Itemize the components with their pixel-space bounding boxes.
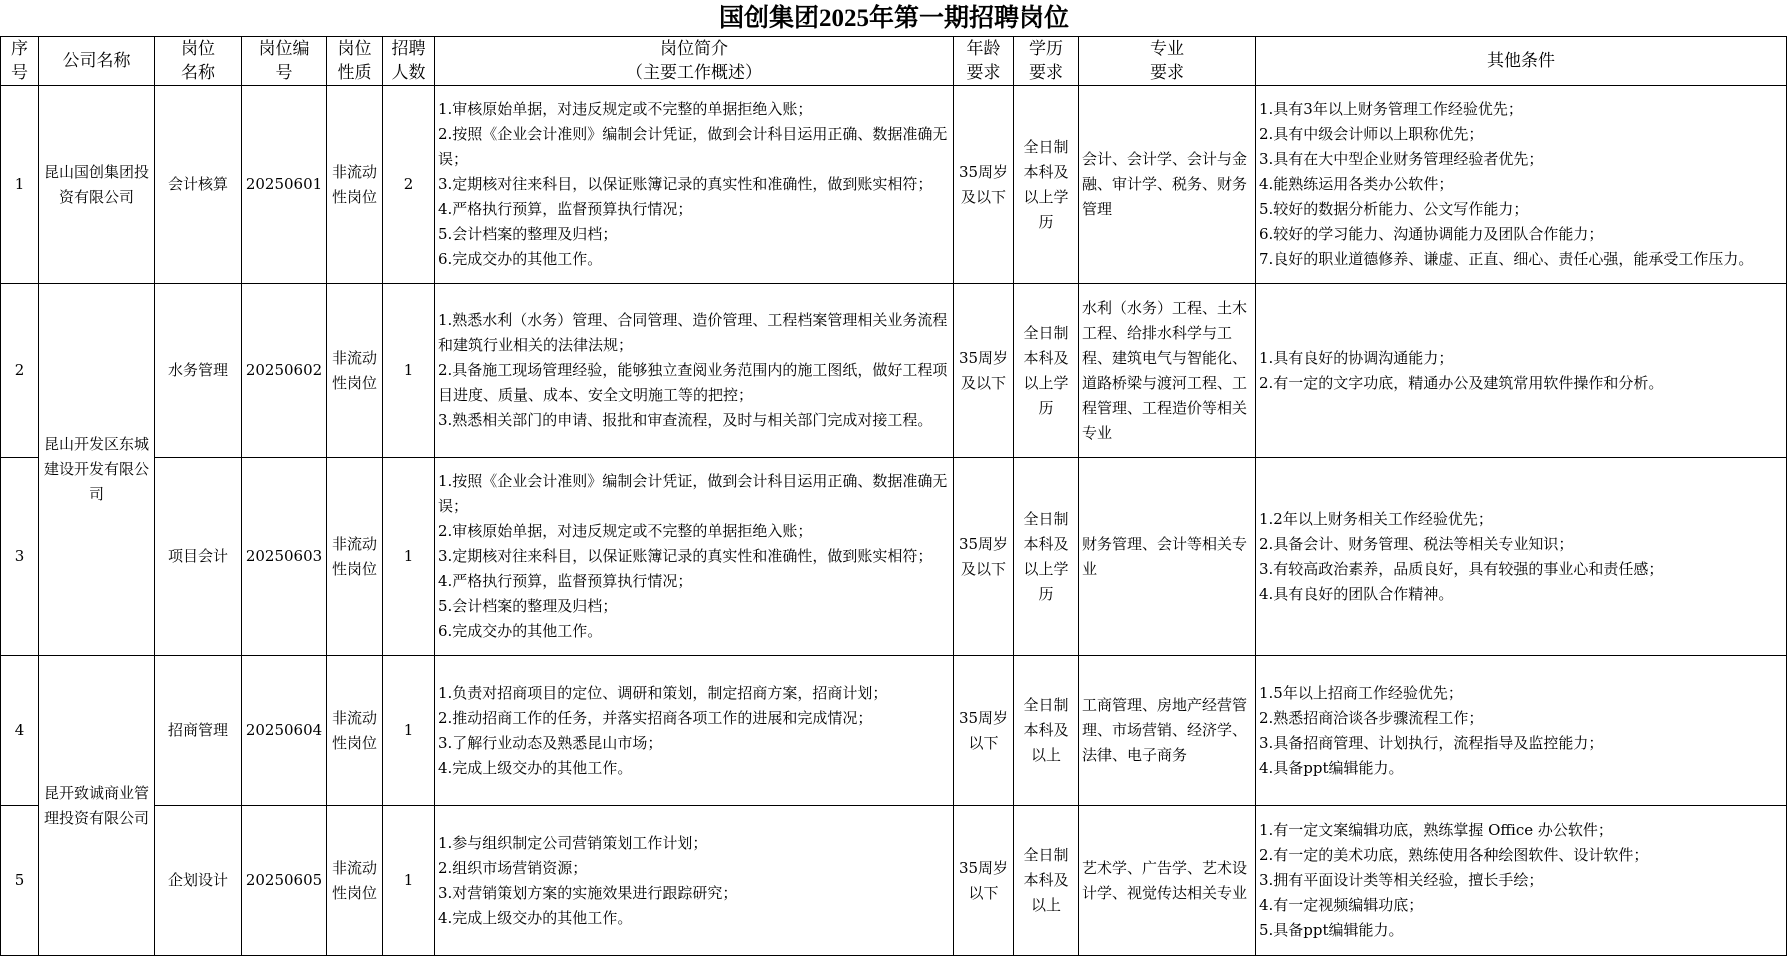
row-seq: 3 (1, 458, 39, 656)
header-seq: 序号 (1, 37, 39, 86)
condition-item: 3.具有在大中型企业财务管理经验者优先； (1259, 150, 1544, 168)
duty-item: 1.参与组织制定公司营销策划工作计划； (438, 833, 708, 852)
header-major-line2: 要求 (1150, 63, 1184, 83)
condition-item: 1.有一定文案编辑功底，熟练掌握 Office 办公软件； (1259, 821, 1613, 839)
duties-list (435, 284, 954, 458)
header-count (383, 37, 435, 86)
condition-item: 1.具有良好的协调沟通能力； (1259, 348, 1454, 367)
header-major (1079, 37, 1256, 86)
company-name: 昆山国创集团投资有限公司 (39, 86, 155, 284)
condition-item: 3.具备招商管理、计划执行，流程指导及监控能力； (1259, 733, 1604, 752)
position-nature: 非流动性岗位 (327, 656, 383, 806)
major-requirement: 财务管理、会计等相关专业 (1079, 458, 1256, 656)
other-conditions (1256, 284, 1787, 458)
position-code: 20250602 (242, 284, 327, 458)
header-nature-line1: 岗位 (337, 39, 372, 59)
header-nature-line2: 性质 (337, 63, 372, 83)
hire-count: 1 (383, 458, 435, 656)
position-name: 企划设计 (155, 806, 242, 956)
condition-item: 7.良好的职业道德修养、谦虚、正直、细心、责任心强，能承受工作压力。 (1259, 250, 1754, 268)
header-edu-line2: 要求 (1029, 63, 1063, 83)
duty-item: 4.严格执行预算，监督预算执行情况； (438, 200, 693, 218)
duty-item: 2.推动招商工作的任务，并落实招商各项工作的进展和完成情况； (438, 708, 873, 727)
hire-count: 1 (383, 284, 435, 458)
age-requirement: 35周岁及以下 (954, 284, 1014, 458)
condition-item: 3.拥有平面设计类等相关经验，擅长手绘； (1259, 871, 1544, 889)
position-nature: 非流动性岗位 (327, 458, 383, 656)
condition-item: 2.具有中级会计师以上职称优先； (1259, 125, 1484, 143)
condition-item: 2.有一定的文字功底，精通办公及建筑常用软件操作和分析。 (1259, 373, 1664, 392)
position-code: 20250603 (242, 458, 327, 656)
position-name: 项目会计 (155, 458, 242, 656)
other-conditions (1256, 656, 1787, 806)
duty-item: 3.定期核对往来科目，以保证账簿记录的真实性和准确性，做到账实相符； (438, 547, 933, 565)
position-nature: 非流动性岗位 (327, 86, 383, 284)
header-nature (327, 37, 383, 86)
other-conditions (1256, 806, 1787, 956)
duty-item: 1.按照《企业会计准则》编制会计凭证，做到会计科目运用正确、数据准确无误； (438, 472, 948, 515)
header-position-line2: 名称 (181, 63, 215, 83)
header-other: 其他条件 (1256, 37, 1787, 86)
condition-item: 2.有一定的美术功底，熟练使用各种绘图软件、设计软件； (1259, 846, 1649, 864)
table-row (1, 86, 1787, 284)
duty-item: 1.审核原始单据，对违反规定或不完整的单据拒绝入账； (438, 100, 813, 118)
condition-item: 2.具备会计、财务管理、税法等相关专业知识； (1259, 534, 1574, 553)
education-requirement: 全日制本科及以上 (1014, 656, 1079, 806)
condition-item: 1.5年以上招商工作经验优先； (1259, 683, 1463, 702)
table-row (1, 458, 1787, 656)
row-seq: 1 (1, 86, 39, 284)
header-age-line1: 年龄 (966, 39, 1001, 59)
duty-item: 2.按照《企业会计准则》编制会计凭证，做到会计科目运用正确、数据准确无误； (438, 125, 948, 168)
duty-item: 4.完成上级交办的其他工作。 (438, 758, 633, 777)
duty-item: 2.审核原始单据，对违反规定或不完整的单据拒绝入账； (438, 522, 813, 540)
position-nature: 非流动性岗位 (327, 806, 383, 956)
age-requirement: 35周岁以下 (954, 806, 1014, 956)
position-name: 会计核算 (155, 86, 242, 284)
header-code-line1: 岗位编 (258, 39, 310, 59)
condition-item: 6.较好的学习能力、沟通协调能力及团队合作能力； (1259, 225, 1604, 243)
duty-item: 6.完成交办的其他工作。 (438, 250, 603, 268)
table-row (1, 806, 1787, 956)
education-requirement: 全日制本科及以上学历 (1014, 86, 1079, 284)
table-row (1, 656, 1787, 806)
row-seq: 4 (1, 656, 39, 806)
condition-item: 4.能熟练运用各类办公软件； (1259, 175, 1454, 193)
table-row (1, 284, 1787, 458)
hire-count: 2 (383, 86, 435, 284)
duty-item: 3.定期核对往来科目，以保证账簿记录的真实性和准确性，做到账实相符； (438, 175, 933, 193)
duty-item: 4.严格执行预算，监督预算执行情况； (438, 572, 693, 590)
header-major-line1: 专业 (1150, 39, 1184, 59)
duties-list (435, 458, 954, 656)
header-age-line2: 要求 (966, 63, 1001, 83)
major-requirement: 工商管理、房地产经营管理、市场营销、经济学、法律、电子商务 (1079, 656, 1256, 806)
header-row (1, 37, 1787, 86)
duty-item: 1.负责对招商项目的定位、调研和策划，制定招商方案，招商计划； (438, 683, 888, 702)
condition-item: 4.具有良好的团队合作精神。 (1259, 584, 1454, 603)
other-conditions (1256, 458, 1787, 656)
header-intro-line1: 岗位简介 (660, 39, 728, 59)
duty-item: 3.了解行业动态及熟悉昆山市场； (438, 733, 663, 752)
header-edu-line1: 学历 (1029, 39, 1063, 59)
condition-item: 4.具备ppt编辑能力。 (1259, 758, 1404, 777)
condition-item: 3.有较高政治素养，品质良好，具有较强的事业心和责任感； (1259, 559, 1664, 578)
position-name: 招商管理 (155, 656, 242, 806)
condition-item: 1.2年以上财务相关工作经验优先； (1259, 509, 1493, 528)
duty-item: 1.熟悉水利（水务）管理、合同管理、造价管理、工程档案管理相关业务流程和建筑行业相关的法律法规； (438, 311, 948, 354)
major-requirement: 艺术学、广告学、艺术设计学、视觉传达相关专业 (1079, 806, 1256, 956)
other-conditions (1256, 86, 1787, 284)
condition-item: 2.熟悉招商洽谈各步骤流程工作； (1259, 708, 1484, 727)
header-intro-line2: （主要工作概述） (626, 63, 762, 83)
age-requirement: 35周岁及以下 (954, 458, 1014, 656)
header-edu (1014, 37, 1079, 86)
duties-list (435, 656, 954, 806)
condition-item: 5.较好的数据分析能力、公文写作能力； (1259, 200, 1529, 218)
education-requirement: 全日制本科及以上学历 (1014, 458, 1079, 656)
major-requirement: 会计、会计学、会计与金融、审计学、税务、财务管理 (1079, 86, 1256, 284)
header-age (954, 37, 1014, 86)
header-code-line2: 号 (275, 63, 293, 83)
header-company: 公司名称 (39, 37, 155, 86)
age-requirement: 35周岁以下 (954, 656, 1014, 806)
company-name: 昆开致诚商业管理投资有限公司 (39, 656, 155, 956)
position-code: 20250605 (242, 806, 327, 956)
position-name: 水务管理 (155, 284, 242, 458)
duties-list (435, 806, 954, 956)
education-requirement: 全日制本科及以上 (1014, 806, 1079, 956)
duty-item: 2.具备施工现场管理经验，能够独立查阅业务范围内的施工图纸，做好工程项目进度、质量、成本、安全文明施工等的把控； (438, 361, 948, 404)
header-position (155, 37, 242, 86)
hire-count: 1 (383, 656, 435, 806)
duty-item: 6.完成交办的其他工作。 (438, 622, 603, 640)
duty-item: 3.熟悉相关部门的申请、报批和审查流程，及时与相关部门完成对接工程。 (438, 411, 933, 429)
header-count-line2: 人数 (391, 63, 426, 83)
duty-item: 2.组织市场营销资源； (438, 858, 588, 877)
company-name: 昆山开发区东城建设开发有限公司 (39, 284, 155, 656)
header-position-line1: 岗位 (181, 39, 215, 59)
header-count-line1: 招聘 (391, 39, 426, 59)
duty-item: 4.完成上级交办的其他工作。 (438, 908, 633, 927)
document-title: 国创集团2025年第一期招聘岗位 (718, 5, 1069, 32)
header-code (242, 37, 327, 86)
major-requirement: 水利（水务）工程、土木工程、给排水科学与工程、建筑电气与智能化、道路桥梁与渡河工程、工程管理、工程造价等相关专业 (1079, 284, 1256, 458)
position-code: 20250601 (242, 86, 327, 284)
condition-item: 5.具备ppt编辑能力。 (1259, 921, 1404, 939)
position-code: 20250604 (242, 656, 327, 806)
education-requirement: 全日制本科及以上学历 (1014, 284, 1079, 458)
row-seq: 5 (1, 806, 39, 956)
header-intro (435, 37, 954, 86)
hire-count: 1 (383, 806, 435, 956)
duty-item: 5.会计档案的整理及归档； (438, 597, 618, 615)
duty-item: 5.会计档案的整理及归档； (438, 225, 618, 243)
row-seq: 2 (1, 284, 39, 458)
duties-list (435, 86, 954, 284)
age-requirement: 35周岁及以下 (954, 86, 1014, 284)
recruitment-table (0, 36, 1787, 956)
duty-item: 3.对营销策划方案的实施效果进行跟踪研究； (438, 883, 738, 902)
position-nature: 非流动性岗位 (327, 284, 383, 458)
condition-item: 1.具有3年以上财务管理工作经验优先； (1259, 100, 1523, 118)
condition-item: 4.有一定视频编辑功底； (1259, 896, 1424, 914)
